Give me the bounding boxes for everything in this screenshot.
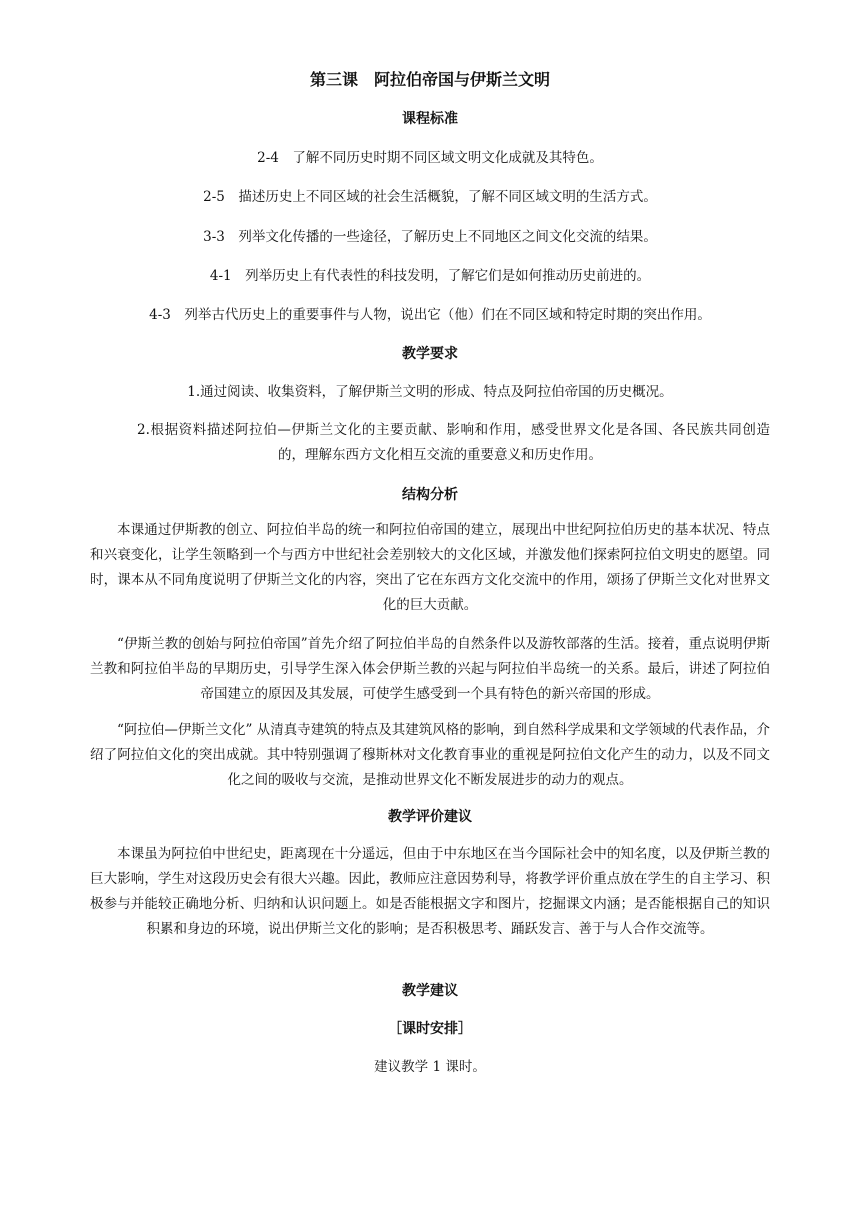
standard-item: 3-3 列举文化传播的一些途径，了解历史上不同地区之间文化交流的结果。 [203, 229, 657, 245]
schedule-heading: ［课时安排］ [388, 1021, 472, 1037]
structure-heading: 结构分析 [402, 487, 458, 503]
structure-paragraph: “伊斯兰教的创始与阿拉伯帝国”首先介绍了阿拉伯半岛的自然条件以及游牧部落的生活。接着，重点说明伊斯兰教和阿拉伯半岛的早期历史，引导学生深入体会伊斯兰教的兴起与阿拉伯半岛统一的关系。最后，讲述了阿拉伯帝国建立的原因及其发展，可使学生感受到一个具有特色的新兴帝国的形成。 [90, 636, 770, 702]
schedule-text: 建议教学 1 课时。 [374, 1059, 486, 1075]
requirements-heading: 教学要求 [402, 346, 458, 362]
standard-item: 2-4 了解不同历史时期不同区域文明文化成就及其特色。 [257, 150, 603, 166]
structure-paragraph: “阿拉伯—伊斯兰文化” 从清真寺建筑的特点及其建筑风格的影响，到自然科学成果和文学领域的代表作品，介绍了阿拉伯文化的突出成就。其中特别强调了穆斯林对文化教育事业的重视是阿拉伯文化产生的动力，以及不同文化之间的吸收与交流，是推动世界文化不断发展进步的动力的观点。 [90, 722, 770, 788]
standards-heading: 课程标准 [402, 111, 458, 127]
evaluation-heading: 教学评价建议 [388, 809, 472, 825]
requirement-item: 1.通过阅读、收集资料，了解伊斯兰文明的形成、特点及阿拉伯帝国的历史概况。 [187, 384, 673, 400]
structure-paragraph: 本课通过伊斯教的创立、阿拉伯半岛的统一和阿拉伯帝国的建立，展现出中世纪阿拉伯历史的基本状况、特点和兴衰变化，让学生领略到一个与西方中世纪社会差别较大的文化区域，并激发他们探索阿拉伯文明史的愿望。同时，课本从不同角度说明了伊斯兰文化的内容，突出了它在东西方文化交流中的作用，颂扬了伊斯兰文化对世界文化的巨大贡献。 [90, 522, 770, 613]
standard-item: 4-3 列举古代历史上的重要事件与人物，说出它（他）们在不同区域和特定时期的突出作用。 [149, 307, 711, 323]
lesson-title: 第三课 阿拉伯帝国与伊斯兰文明 [309, 70, 550, 89]
evaluation-paragraph: 本课虽为阿拉伯中世纪史，距离现在十分遥远，但由于中东地区在当今国际社会中的知名度，以及伊斯兰教的巨大影响，学生对这段历史会有很大兴趣。因此，教师应注意因势利导，将教学评价重点放在学生的自主学习、积极参与并能较正确地分析、归纳和认识问题上。如是否能根据文字和图片，挖掘课文内涵；是否能根据自己的知识积累和身边的环境，说出伊斯兰文化的影响；是否积极思考、踊跃发言、善于与人合作交流等。 [90, 846, 770, 937]
standard-item: 4-1 列举历史上有代表性的科技发明，了解它们是如何推动历史前进的。 [209, 268, 651, 284]
requirement-item: 2.根据资料描述阿拉伯—伊斯兰文化的主要贡献、影响和作用，感受世界文化是各国、各民族共同创造的，理解东西方文化相互交流的重要意义和历史作用。 [137, 422, 770, 463]
suggestion-heading: 教学建议 [402, 983, 458, 999]
standard-item: 2-5 描述历史上不同区域的社会生活概貌，了解不同区域文明的生活方式。 [203, 189, 657, 205]
